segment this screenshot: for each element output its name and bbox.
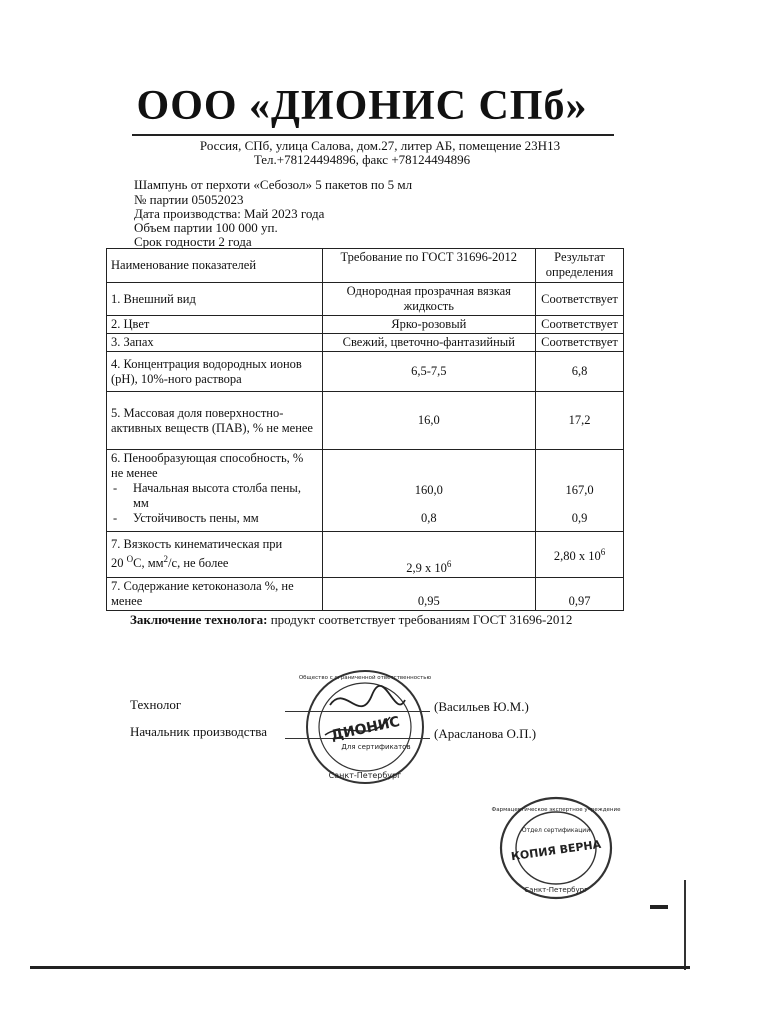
copy-verified-stamp: [491, 796, 621, 900]
ketoconazole-result: 0,97: [536, 578, 624, 611]
specification-table: [106, 248, 624, 611]
row-requirement: 16,0: [322, 392, 535, 450]
foam-sub-stability: - Устойчивость пены, мм: [113, 511, 259, 525]
foam-title: 6. Пенообразующая способность, % не менее: [111, 451, 304, 480]
foam-sub1-result: 167,0: [565, 483, 594, 497]
scan-mark: [650, 905, 668, 909]
stamp-city-text: Санкт-Петербург: [328, 771, 402, 780]
conclusion-label: Заключение технолога:: [130, 612, 268, 627]
company-address: Россия, СПб, улица Салова, дом.27, литер АБ, помещение 23Н13: [199, 138, 561, 153]
ketoconazole-requirement: 0,95: [322, 578, 535, 611]
header-result: Результат определения: [536, 249, 624, 283]
row-requirement: Однородная прозрачная вязкая жидкость: [322, 283, 535, 316]
table-row: [107, 352, 624, 392]
stamp-ring-text: Общество с ограниченной ответственностью: [298, 675, 432, 681]
production-date: Дата производства: Май 2023 года: [134, 206, 325, 221]
table-row-viscosity: [107, 532, 624, 578]
row-result: 17,2: [536, 392, 624, 450]
shelf-life: Срок годности 2 года: [134, 234, 252, 249]
stamp-sub-text: Для сертификатов: [341, 743, 411, 751]
conclusion-text: продукт соответствует требованиям ГОСТ 31696-2012: [270, 612, 573, 627]
row-indicator: 2. Цвет: [107, 316, 323, 334]
table-header-row: [107, 249, 624, 283]
ketoconazole-indicator: 7. Содержание кетоконазола %, не менее: [107, 578, 323, 611]
copy-stamp-sub: Отдел сертификации: [521, 827, 591, 834]
table-row: [107, 316, 624, 334]
foam-sub2-result: 0,9: [571, 511, 588, 525]
header-requirement: Требование по ГОСТ 31696-2012: [322, 249, 535, 283]
foam-sub2-requirement: 0,8: [420, 511, 437, 525]
row-result: 6,8: [536, 352, 624, 392]
scan-edge: [684, 880, 686, 970]
row-result: Соответствует: [536, 283, 624, 316]
signature-role-head: Начальник производства: [130, 724, 267, 739]
company-stamp: [300, 665, 430, 790]
row-indicator: 1. Внешний вид: [107, 283, 323, 316]
stamp-center-text: ДИОНИС: [329, 713, 402, 745]
copy-stamp-text: КОПИЯ ВЕРНА: [510, 837, 602, 864]
row-requirement: Свежий, цветочно-фантазийный: [322, 334, 535, 352]
row-result: Соответствует: [536, 334, 624, 352]
table-row: [107, 283, 624, 316]
row-indicator: 5. Массовая доля поверхностно-активных веществ (ПАВ), % не менее: [107, 392, 323, 450]
table-row: [107, 334, 624, 352]
signature-role-technologist: Технолог: [130, 697, 182, 712]
row-indicator: 4. Концентрация водородных ионов (pH), 10%-ного раствора: [107, 352, 323, 392]
table-row-foam: [107, 450, 624, 532]
header-indicator: Наименование показателей: [107, 249, 323, 283]
company-name: ООО «ДИОНИС СПб»: [136, 83, 588, 129]
batch-number: № партии 05052023: [134, 192, 244, 207]
row-result: Соответствует: [536, 316, 624, 334]
viscosity-result: 2,80 x $10^6$: [536, 532, 624, 578]
row-requirement: 6,5-7,5: [322, 352, 535, 392]
row-indicator: 3. Запах: [107, 334, 323, 352]
header-divider: [132, 134, 614, 136]
viscosity-requirement: 2,9 x $10^6$: [322, 532, 535, 578]
batch-volume: Объем партии 100 000 уп.: [134, 220, 278, 235]
foam-sub1-requirement: 160,0: [414, 483, 443, 497]
page-bottom-edge: [30, 966, 690, 969]
row-requirement: Ярко-розовый: [322, 316, 535, 334]
copy-stamp-ring-text: Фармацевтическое экспертное учреждение: [491, 807, 621, 813]
foam-sub-initial: - Начальная высота столба пены, мм: [113, 481, 301, 510]
foam-requirement: [322, 450, 535, 532]
foam-indicator: [107, 450, 323, 532]
viscosity-indicator: 7. Вязкость кинематическая при 20 $^O$С, $мм^2/с$, не более: [107, 532, 323, 578]
table-row: [107, 392, 624, 450]
signature-name-head: (Арасланова О.П.): [434, 726, 537, 741]
table-row-ketoconazole: [107, 578, 624, 611]
copy-stamp-city: Санкт-Петербург: [524, 886, 588, 894]
company-phone: Тел.+78124494896, факс +78124494896: [253, 152, 471, 167]
signature-name-technologist: (Васильев Ю.М.): [434, 699, 529, 714]
product-name: Шампунь от перхоти «Себозол» 5 пакетов по 5 мл: [134, 177, 413, 192]
technologist-conclusion: [130, 612, 572, 628]
foam-result: [536, 450, 624, 532]
